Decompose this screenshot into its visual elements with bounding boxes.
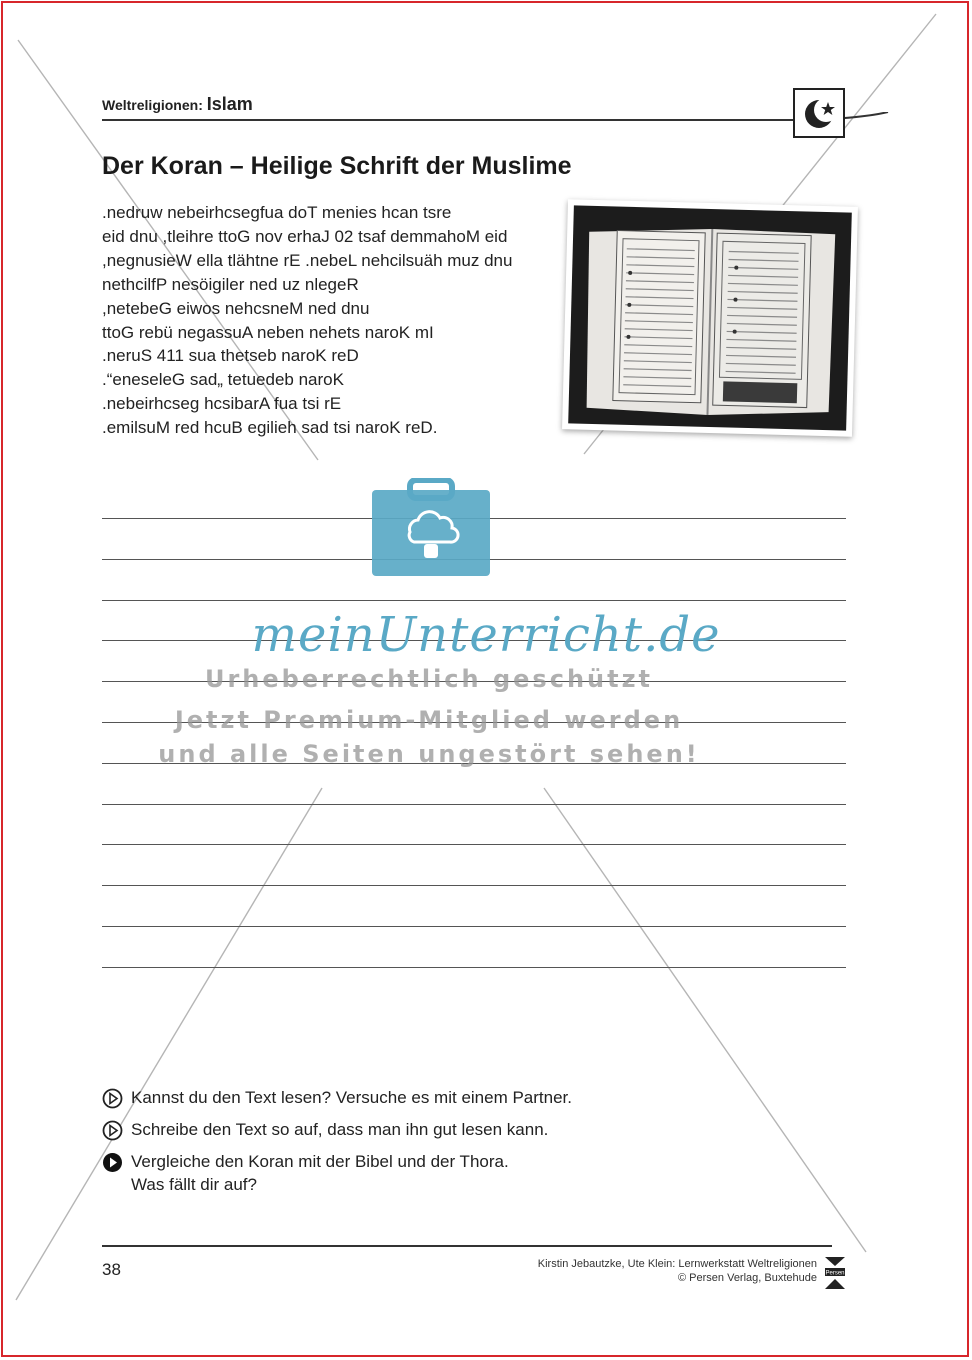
task-item bbox=[102, 1086, 822, 1109]
header-rule bbox=[102, 119, 792, 121]
watermark-line2: Jetzt Premium-Mitglied werden bbox=[174, 706, 684, 734]
mirrored-text-line: nethcilfP nesöigiler ned uz nlegeR bbox=[102, 274, 359, 294]
mirrored-text-block bbox=[102, 201, 512, 440]
task-text-continued: Was fällt dir auf? bbox=[131, 1175, 257, 1194]
writing-line[interactable] bbox=[102, 600, 846, 601]
play-filled-icon bbox=[102, 1152, 123, 1173]
mirrored-text-line: .nebeirhcseg hcsibarA fua tsi rE bbox=[102, 394, 342, 414]
koran-photo bbox=[562, 199, 858, 437]
mirrored-text-line: .neruS 411 sua thetseb naroK reD bbox=[102, 346, 359, 366]
writing-line[interactable] bbox=[102, 967, 846, 968]
play-outline-icon bbox=[102, 1088, 123, 1109]
task-item bbox=[102, 1118, 822, 1141]
briefcase-cloud-icon bbox=[370, 478, 492, 578]
mirrored-text-line: ,negnusieW ella tlähtne rE .nebeL nehcilsuäh muz dnu bbox=[102, 250, 513, 270]
task-list bbox=[102, 1086, 822, 1205]
play-outline-icon bbox=[102, 1120, 123, 1141]
crescent-star-icon bbox=[793, 88, 845, 138]
page-number: 38 bbox=[102, 1260, 121, 1279]
watermark-line1: Urheberrechtlich geschützt bbox=[204, 665, 654, 693]
footer-credits bbox=[538, 1257, 817, 1285]
page-header bbox=[102, 92, 847, 140]
publisher-logo-text: Persen bbox=[825, 1270, 845, 1277]
mirrored-text-line: .emilsuM red hcuB egilieh sad tsi naroK reD. bbox=[102, 418, 438, 438]
copyright-line: © Persen Verlag, Buxtehude bbox=[678, 1272, 817, 1284]
mirrored-text-line: .nedruw nebeirhcsegfua doT menies hcan tsre bbox=[102, 203, 452, 222]
footer-rule bbox=[102, 1245, 832, 1247]
header-topic: Islam bbox=[206, 94, 253, 114]
mirrored-text-line: eid dnu ,tleihre ttoG nov erhaJ 02 tsaf demmahoM eid bbox=[102, 226, 508, 246]
mirrored-text-line: .“eneseleG sad„ tetuedeb naroK bbox=[102, 370, 344, 390]
watermark-line3: und alle Seiten ungestört sehen! bbox=[158, 740, 700, 768]
writing-line[interactable] bbox=[102, 885, 846, 886]
writing-line[interactable] bbox=[102, 926, 846, 927]
publisher-logo bbox=[824, 1256, 846, 1290]
header-label bbox=[102, 94, 253, 115]
credit-line: Kirstin Jebautzke, Ute Klein: Lernwerkstatt Weltreligionen bbox=[537, 1258, 817, 1270]
page-title: Der Koran – Heilige Schrift der Muslime bbox=[102, 152, 572, 180]
writing-line[interactable] bbox=[102, 804, 846, 805]
header-series: Weltreligionen: bbox=[102, 97, 203, 113]
task-text: Schreibe den Text so auf, dass man ihn gut lesen kann. bbox=[131, 1120, 549, 1139]
task-text: Vergleiche den Koran mit der Bibel und der Thora. bbox=[131, 1152, 509, 1171]
task-item bbox=[102, 1150, 822, 1196]
watermark-logo: meinUnterricht.de bbox=[251, 607, 721, 663]
mirrored-text-line: ,netebeG eiwos nehcsneM ned dnu bbox=[102, 298, 370, 318]
writing-line[interactable] bbox=[102, 844, 846, 845]
task-text: Kannst du den Text lesen? Versuche es mit einem Partner. bbox=[131, 1088, 573, 1107]
mirrored-text-line: ttoG rebü negassuA neben nehets naroK mI bbox=[102, 322, 434, 342]
